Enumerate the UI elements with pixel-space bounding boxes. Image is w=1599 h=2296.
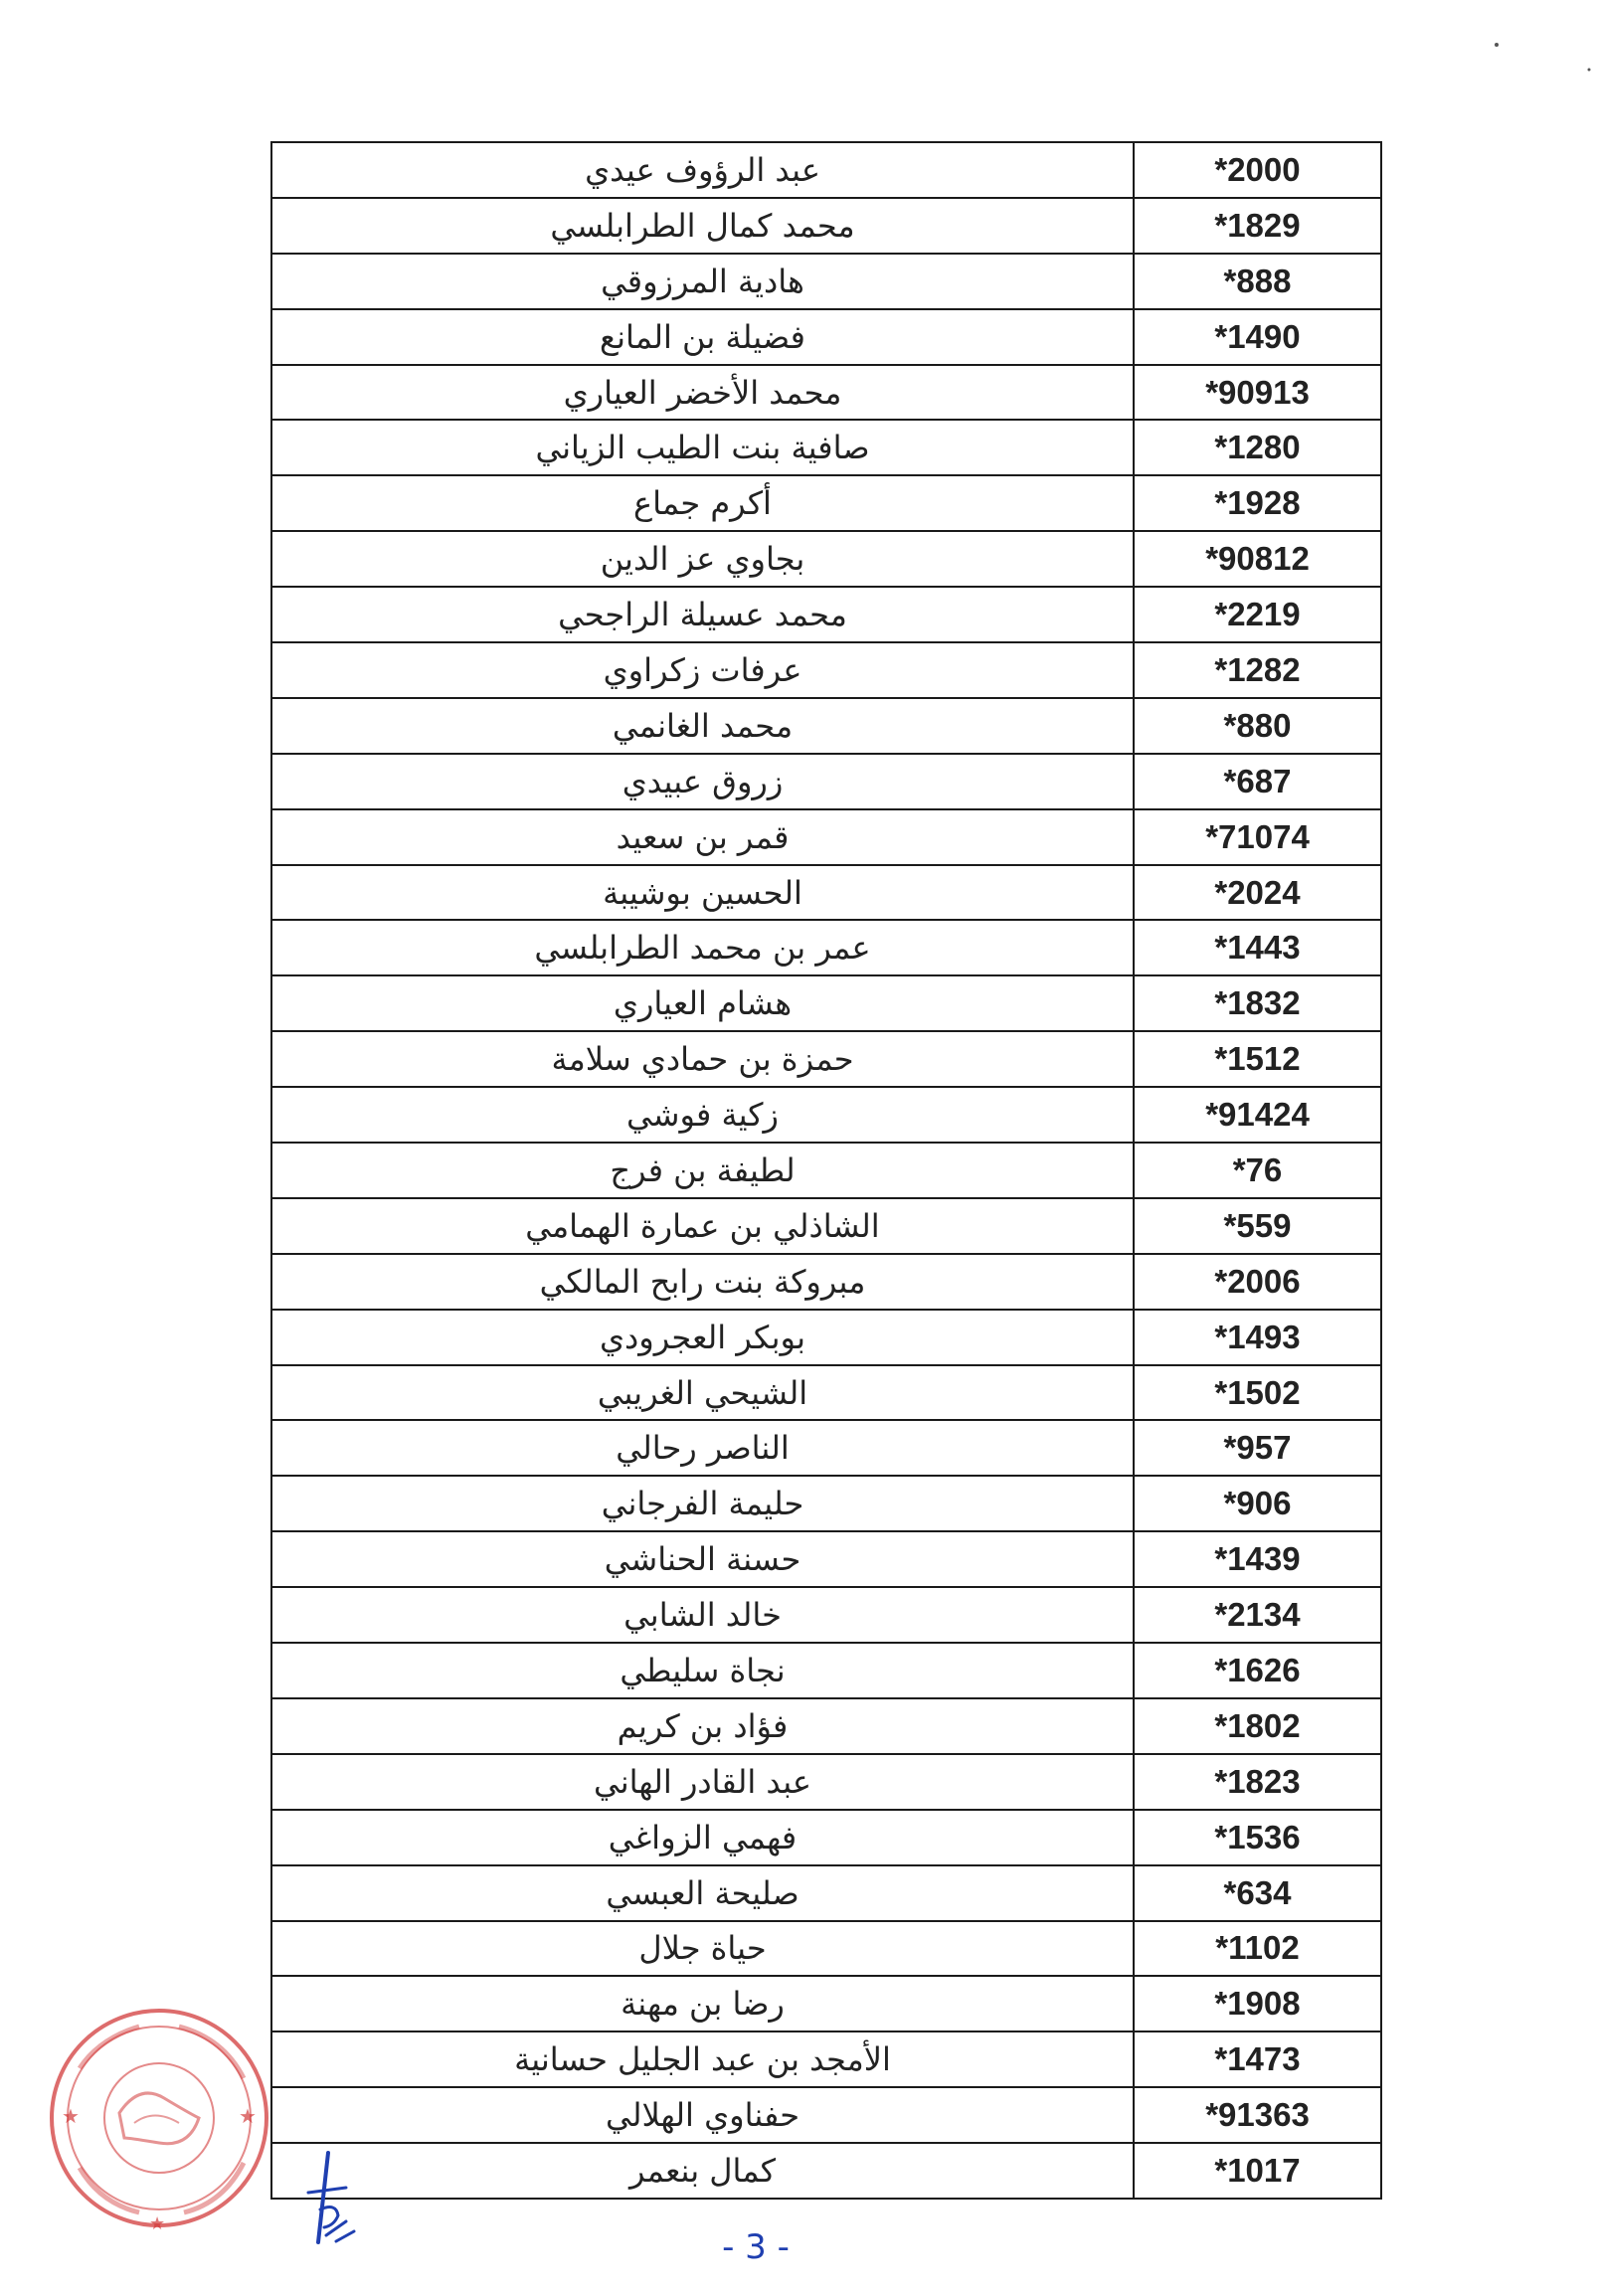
person-name-cell: محمد عسيلة الراجحي [271,587,1134,642]
person-name-cell: حفناوي الهلالي [271,2087,1134,2143]
table-row [271,198,1381,254]
person-name-cell: نجاة سليطي [271,1643,1134,1698]
id-code-cell: *71074 [1134,809,1381,865]
id-code-cell: *90812 [1134,531,1381,587]
person-name-cell: كمال بنعمر [271,2143,1134,2199]
id-code-cell: *91424 [1134,1087,1381,1143]
table-row [271,1531,1381,1587]
id-code-cell: *2219 [1134,587,1381,642]
table-row [271,1031,1381,1087]
id-code-cell: *76 [1134,1143,1381,1198]
person-name-cell: الأمجد بن عبد الجليل حسانية [271,2031,1134,2087]
id-code-cell: *1802 [1134,1698,1381,1754]
person-name-cell: الشيحي الغريبي [271,1365,1134,1421]
person-name-cell: الناصر رحالي [271,1420,1134,1476]
id-code-cell: *2006 [1134,1254,1381,1310]
person-name-cell: أكرم جماع [271,475,1134,531]
table-row [271,1810,1381,1865]
id-code-cell: *1017 [1134,2143,1381,2199]
id-code-cell: *559 [1134,1198,1381,1254]
table-row [271,809,1381,865]
table-row [271,1643,1381,1698]
person-name-cell: حمزة بن حمادي سلامة [271,1031,1134,1087]
names-table [270,141,1382,2200]
person-name-cell: خالد الشابي [271,1587,1134,1643]
id-code-cell: *957 [1134,1420,1381,1476]
table-row [271,1198,1381,1254]
id-code-cell: *1536 [1134,1810,1381,1865]
id-code-cell: *1829 [1134,198,1381,254]
id-code-cell: *1443 [1134,920,1381,975]
table-row [271,698,1381,754]
id-code-cell: *888 [1134,254,1381,309]
handwritten-signature [298,2148,368,2257]
table-row [271,1587,1381,1643]
table-row [271,475,1381,531]
id-code-cell: *1512 [1134,1031,1381,1087]
table-row [271,642,1381,698]
svg-text:★: ★ [62,2104,80,2128]
person-name-cell: محمد الغانمي [271,698,1134,754]
person-name-cell: فضيلة بن المانع [271,309,1134,365]
person-name-cell: صليحة العبسي [271,1865,1134,1921]
person-name-cell: حليمة الفرجاني [271,1476,1134,1531]
person-name-cell: الشاذلي بن عمارة الهمامي [271,1198,1134,1254]
id-code-cell: *90913 [1134,365,1381,421]
id-code-cell: *1473 [1134,2031,1381,2087]
person-name-cell: فهمي الزواغي [271,1810,1134,1865]
table-row [271,1921,1381,1977]
table-row [271,142,1381,198]
person-name-cell: محمد كمال الطرابلسي [271,198,1134,254]
person-name-cell: هشام العياري [271,975,1134,1031]
id-code-cell: *1282 [1134,642,1381,698]
table-row [271,1087,1381,1143]
table-row [271,975,1381,1031]
id-code-cell: *880 [1134,698,1381,754]
id-code-cell: *1832 [1134,975,1381,1031]
table-row [271,2087,1381,2143]
person-name-cell: زروق عبيدي [271,754,1134,809]
id-code-cell: *1490 [1134,309,1381,365]
id-code-cell: *906 [1134,1476,1381,1531]
table-row [271,1476,1381,1531]
person-name-cell: قمر بن سعيد [271,809,1134,865]
person-name-cell: صافية بنت الطيب الزياني [271,420,1134,475]
id-code-cell: *1626 [1134,1643,1381,1698]
table-row [271,1143,1381,1198]
table-row [271,1254,1381,1310]
person-name-cell: زكية فوشي [271,1087,1134,1143]
official-seal-stamp [40,1999,278,2237]
id-code-cell: *2134 [1134,1587,1381,1643]
table-row [271,1865,1381,1921]
svg-text:★: ★ [149,2213,166,2234]
table-row [271,865,1381,921]
person-name-cell: مبروكة بنت رابح المالكي [271,1254,1134,1310]
table-row [271,587,1381,642]
table-row [271,254,1381,309]
table-row [271,420,1381,475]
svg-text:★: ★ [239,2104,257,2128]
table-row [271,754,1381,809]
person-name-cell: عبد القادر الهاني [271,1754,1134,1810]
table-row [271,365,1381,421]
id-code-cell: *1102 [1134,1921,1381,1977]
table-row [271,920,1381,975]
id-code-cell: *1493 [1134,1310,1381,1365]
id-code-cell: *91363 [1134,2087,1381,2143]
id-code-cell: *1439 [1134,1531,1381,1587]
person-name-cell: الحسين بوشيبة [271,865,1134,921]
id-code-cell: *1928 [1134,475,1381,531]
id-code-cell: *2000 [1134,142,1381,198]
page-number: - 3 - [722,2227,790,2267]
id-code-cell: *1908 [1134,1976,1381,2031]
table-row [271,1976,1381,2031]
id-code-cell: *1280 [1134,420,1381,475]
table-row [271,1310,1381,1365]
id-code-cell: *2024 [1134,865,1381,921]
table-row [271,531,1381,587]
person-name-cell: حياة جلال [271,1921,1134,1977]
person-name-cell: فؤاد بن كريم [271,1698,1134,1754]
table-row [271,1420,1381,1476]
id-code-cell: *1823 [1134,1754,1381,1810]
id-code-cell: *687 [1134,754,1381,809]
person-name-cell: عرفات زكراوي [271,642,1134,698]
table-row [271,1365,1381,1421]
person-name-cell: بوبكر العجرودي [271,1310,1134,1365]
person-name-cell: حسنة الحناشي [271,1531,1134,1587]
id-code-cell: *634 [1134,1865,1381,1921]
person-name-cell: عمر بن محمد الطرابلسي [271,920,1134,975]
table-row [271,2031,1381,2087]
person-name-cell: رضا بن مهنة [271,1976,1134,2031]
table-row [271,2143,1381,2199]
id-code-cell: *1502 [1134,1365,1381,1421]
person-name-cell: لطيفة بن فرج [271,1143,1134,1198]
table-row [271,1698,1381,1754]
person-name-cell: بجاوي عز الدين [271,531,1134,587]
person-name-cell: هادية المرزوقي [271,254,1134,309]
table-row [271,309,1381,365]
table-row [271,1754,1381,1810]
names-table-body [271,142,1381,2199]
person-name-cell: عبد الرؤوف عيدي [271,142,1134,198]
person-name-cell: محمد الأخضر العياري [271,365,1134,421]
